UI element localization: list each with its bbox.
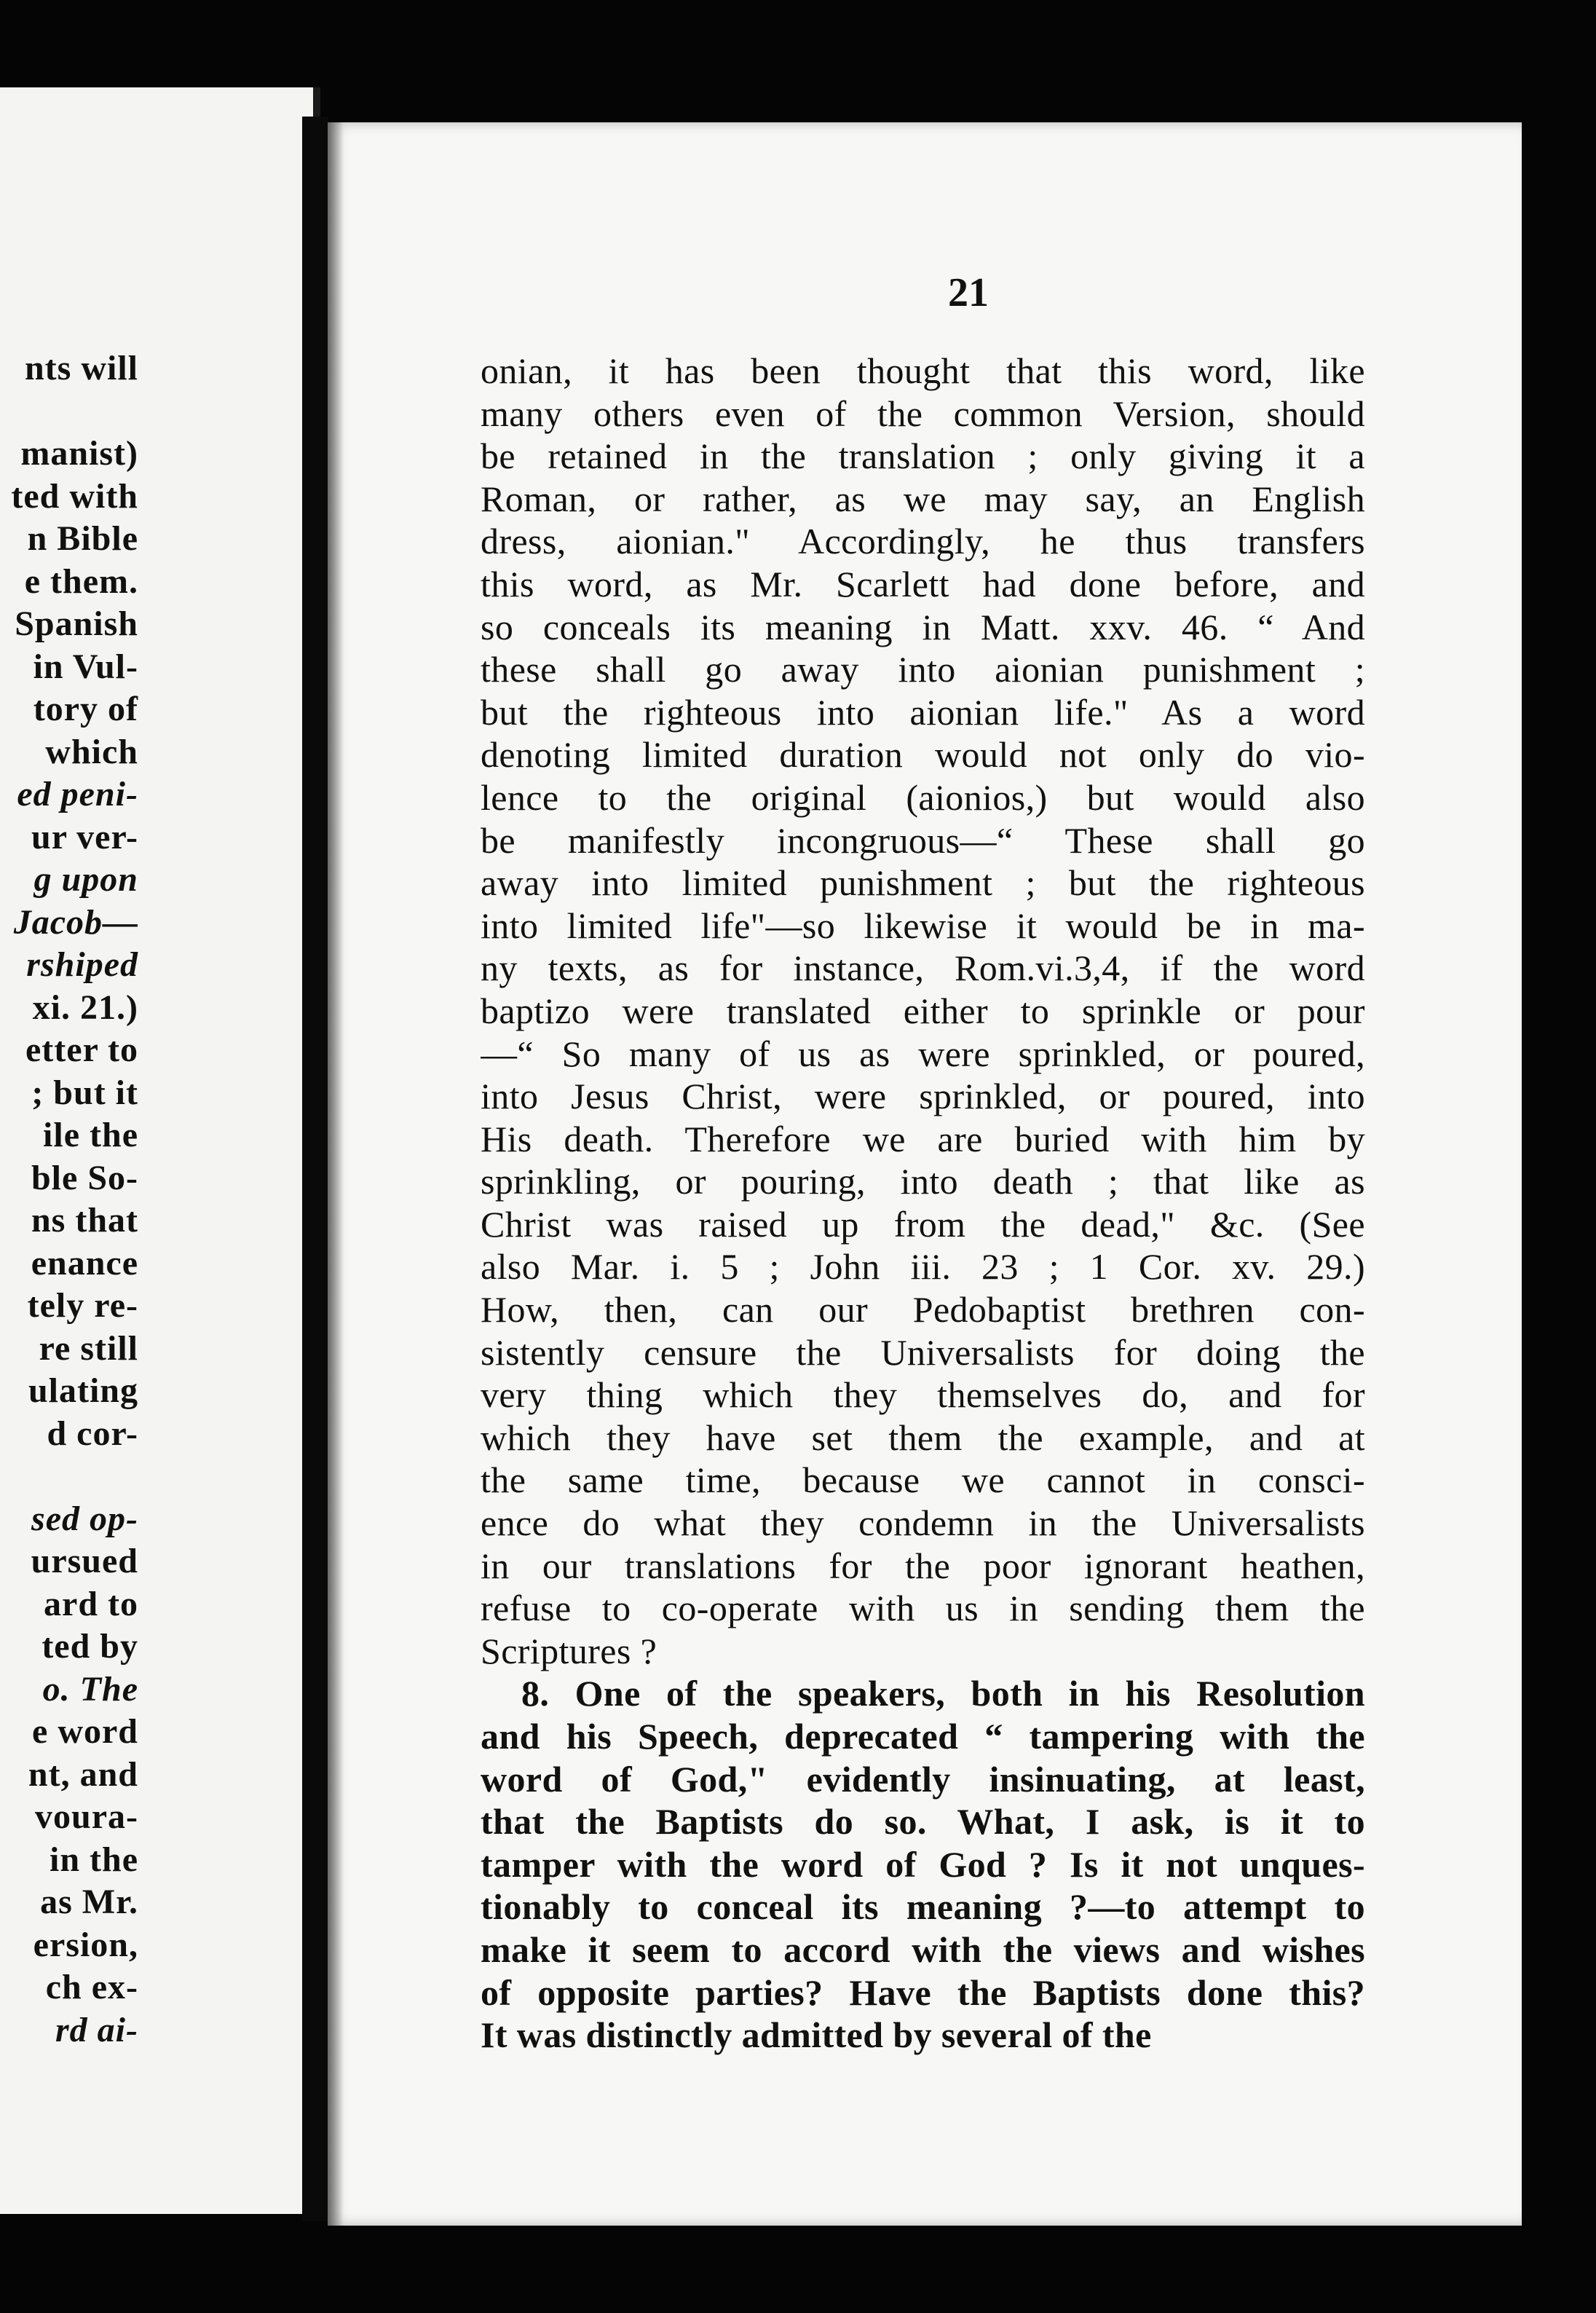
- body-text-line: in our translations for the poor ignorant heathen,: [481, 1545, 1365, 1586]
- body-text-line: lence to the original (aionios,) but would also: [481, 776, 1365, 818]
- left-page-line: ns that: [31, 1201, 138, 1240]
- left-page-line: tely re-: [27, 1286, 138, 1325]
- body-text-line: ny texts, as for instance, Rom.vi.3,4, if the word: [481, 947, 1365, 989]
- body-text-line: baptizo were translated either to sprinkle or pour: [481, 990, 1365, 1031]
- left-page-line: enance: [31, 1243, 138, 1282]
- left-page-line: voura-: [35, 1797, 138, 1836]
- body-text-line: which they have set them the example, and at: [481, 1416, 1365, 1458]
- left-page-line: as Mr.: [40, 1883, 138, 1921]
- left-page-line: ; but it: [31, 1073, 138, 1112]
- left-page-line: Jacob—: [13, 902, 138, 942]
- body-text-line: into limited life"—so likewise it would be in ma-: [481, 905, 1365, 946]
- left-page-line: ulating: [28, 1371, 138, 1410]
- left-page-line: xi. 21.): [32, 988, 138, 1027]
- left-page-line: ted by: [42, 1627, 138, 1666]
- left-page-line: ble So-: [31, 1158, 138, 1197]
- body-text-line: this word, as Mr. Scarlett had done before, and: [481, 563, 1365, 604]
- body-text-line: make it seem to accord with the views and wishes: [481, 1928, 1365, 1970]
- left-facing-page: [0, 87, 320, 2214]
- body-text-line: and his Speech, deprecated “ tampering with the: [481, 1716, 1365, 1757]
- left-page-line: ch ex-: [45, 1968, 138, 2006]
- left-page-line: ard to: [44, 1584, 138, 1623]
- left-page-line: o. The: [42, 1669, 138, 1709]
- book-gutter: [302, 117, 328, 2221]
- body-text-line: —“ So many of us as were sprinkled, or poured,: [481, 1033, 1365, 1074]
- left-page-line: in Vul-: [33, 647, 138, 686]
- body-text-line: of opposite parties? Have the Baptists done this?: [481, 1971, 1365, 2013]
- body-text-line: denoting limited duration would not only do vio-: [481, 734, 1365, 776]
- body-text-line: sprinkling, or pouring, into death ; that like as: [481, 1161, 1365, 1202]
- left-page-line: e word: [32, 1712, 138, 1751]
- body-text-line: away into limited punishment ; but the righteous: [481, 862, 1365, 904]
- left-page-line: ed peni-: [17, 775, 138, 813]
- left-page-line: ursued: [31, 1542, 138, 1580]
- left-page-line: nt, and: [28, 1754, 138, 1794]
- left-page-line: ile the: [43, 1116, 138, 1154]
- body-text-line: tamper with the word of God ? Is it not unques-: [481, 1843, 1365, 1885]
- left-page-line: [0, 390, 138, 433]
- body-text-line: ence do what they condemn in the Universalists: [481, 1502, 1365, 1544]
- left-page-line: g upon: [33, 860, 138, 899]
- left-page-line: manist): [20, 434, 138, 473]
- body-text-line: so conceals its meaning in Matt. xxv. 46. “ And: [481, 606, 1365, 647]
- body-text-line: be retained in the translation ; only giving it a: [481, 436, 1365, 477]
- left-page-line: ersion,: [33, 1925, 138, 1964]
- left-page-line: d cor-: [47, 1414, 138, 1453]
- body-text-line: very thing which they themselves do, and for: [481, 1374, 1365, 1416]
- left-page-line: re still: [39, 1328, 138, 1368]
- page-fold-shadow: [328, 122, 344, 2226]
- body-text: [481, 350, 1365, 2057]
- page-number: 21: [948, 270, 989, 315]
- left-page-text-fragments: [0, 347, 138, 2052]
- body-text-line: tionably to conceal its meaning ?—to attempt to: [481, 1886, 1365, 1928]
- left-page-line: etter to: [25, 1031, 138, 1069]
- body-text-line: His death. Therefore we are buried with him by: [481, 1118, 1365, 1159]
- body-text-line: sistently censure the Universalists for doing the: [481, 1331, 1365, 1373]
- left-page-line: tory of: [33, 690, 138, 728]
- left-page-line: in the: [49, 1840, 138, 1879]
- body-text-line: 8. One of the speakers, both in his Resolution: [521, 1673, 1365, 1714]
- body-text-line: Christ was raised up from the dead," &c. (See: [481, 1203, 1365, 1245]
- body-text-line: also Mar. i. 5 ; John iii. 23 ; 1 Cor. xv. 29.): [481, 1246, 1365, 1288]
- left-page-line: ted with: [11, 476, 138, 516]
- left-page-line: n Bible: [27, 519, 138, 558]
- body-text-line: How, then, can our Pedobaptist brethren con-: [481, 1289, 1365, 1331]
- left-page-line: sed op-: [31, 1499, 138, 1538]
- body-text-line: but the righteous into aionian life." As a word: [481, 691, 1365, 733]
- left-page-line: ur ver-: [31, 817, 138, 856]
- body-text-line: word of God," evidently insinuating, at least,: [481, 1758, 1365, 1800]
- body-text-line: be manifestly incongruous—“ These shall go: [481, 819, 1365, 861]
- left-page-line: Spanish: [15, 604, 138, 643]
- body-text-line: Roman, or rather, as we may say, an English: [481, 478, 1365, 519]
- body-text-line: dress, aionian." Accordingly, he thus transfers: [481, 521, 1365, 562]
- body-text-line: the same time, because we cannot in consci-: [481, 1459, 1365, 1501]
- right-page: [328, 122, 1522, 2226]
- left-page-line: rd ai-: [55, 2010, 138, 2049]
- body-text-line: refuse to co-operate with us in sending them the: [481, 1588, 1365, 1629]
- body-text-line: into Jesus Christ, were sprinkled, or poured, into: [481, 1076, 1365, 1117]
- left-page-line: e them.: [24, 561, 138, 601]
- body-text-line: many others even of the common Version, should: [481, 393, 1365, 434]
- body-text-line: that the Baptists do so. What, I ask, is it to: [481, 1801, 1365, 1843]
- left-page-line: nts will: [24, 349, 138, 387]
- left-page-line: which: [45, 732, 138, 771]
- body-text-line: It was distinctly admitted by several of the: [481, 2014, 1152, 2056]
- body-text-line: these shall go away into aionian punishment ;: [481, 649, 1365, 690]
- left-page-line: [0, 1455, 138, 1498]
- left-page-line: rshiped: [26, 945, 138, 984]
- body-text-line: onian, it has been thought that this word, like: [481, 350, 1365, 391]
- body-text-line: Scriptures ?: [481, 1630, 657, 1671]
